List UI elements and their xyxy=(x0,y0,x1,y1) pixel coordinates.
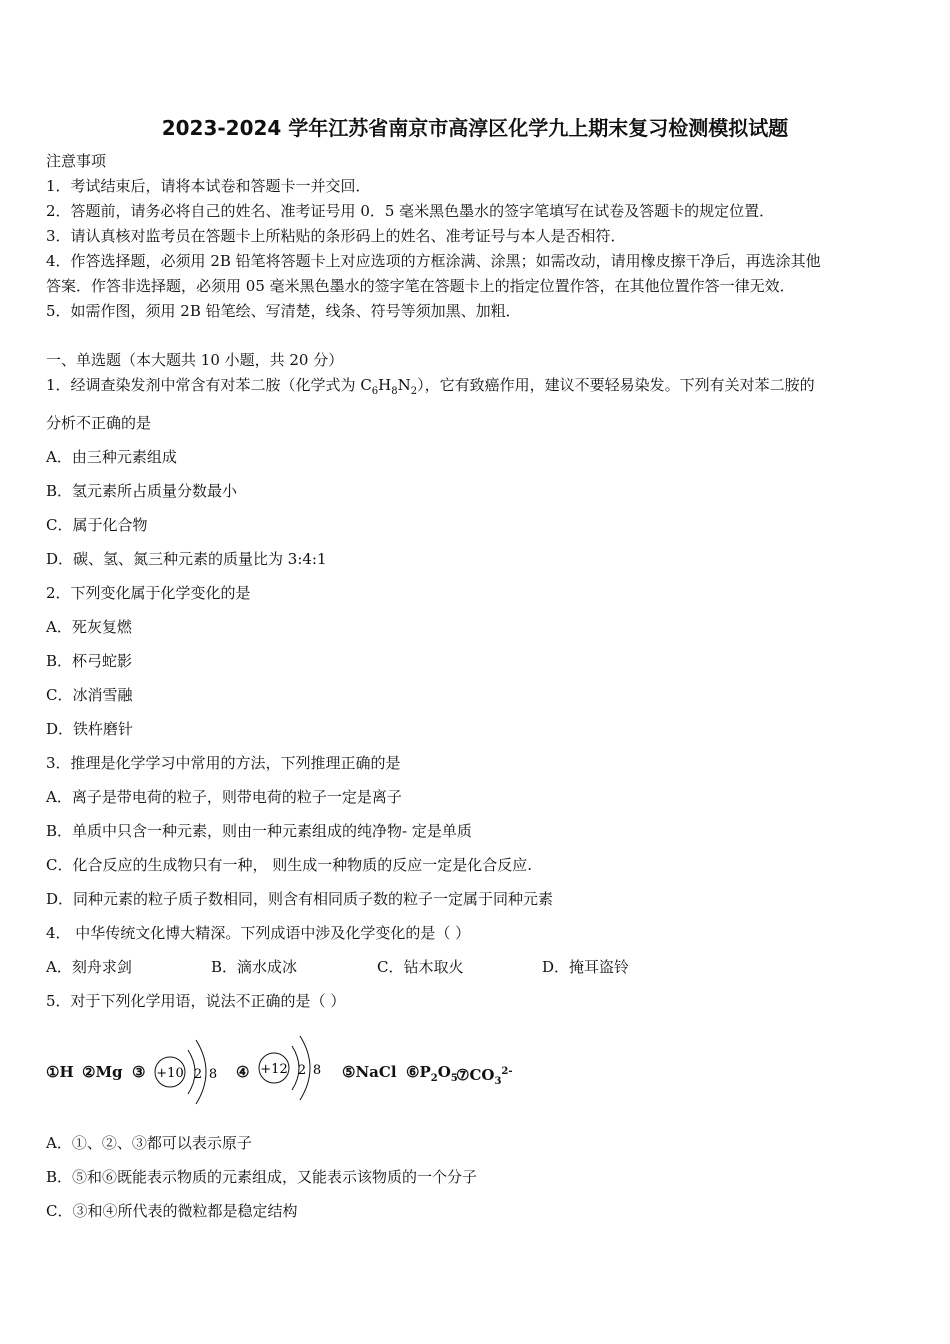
q2-option-b: B．杯弓蛇影 xyxy=(46,652,133,670)
q4-option-c: C．钻木取火 xyxy=(377,958,464,976)
q1-option-d: D．碳、氢、氮三种元素的质量比为 3:4:1 xyxy=(46,550,327,568)
page-title: 2023-2024 学年江苏省南京市高淳区化学九上期末复习检测模拟试题 xyxy=(161,116,789,140)
notice-item-1: 1．考试结束后，请将本试卷和答题卡一并交回． xyxy=(46,177,371,195)
q5-formula-6-o: O xyxy=(437,1063,451,1081)
q1-formula-sub-n: 2 xyxy=(410,386,418,397)
atom-structure-diagram-3 xyxy=(150,1030,230,1114)
q3-option-d: D．同种元素的粒子质子数相同，则含有相同质子数的粒子一定属于同种元素 xyxy=(46,890,554,908)
q1-stem-part2: ），它有致癌作用，建议不要轻易染发。下列有关对苯二胺的 xyxy=(417,376,815,394)
q5-formula-1: ①H xyxy=(46,1063,74,1081)
q4-options xyxy=(46,957,746,977)
q5-formula-6 xyxy=(406,1062,458,1089)
q1-stem-part1: 1．经调查染发剂中常含有对苯二胺（化学式为 C xyxy=(46,376,372,394)
q2-option-a: A．死灰复燃 xyxy=(46,618,132,636)
q5-option-b: B．⑤和⑥既能表示物质的元素组成，又能表示该物质的一个分子 xyxy=(46,1168,478,1186)
q5-formula-6-sub-p: 2 xyxy=(430,1073,438,1084)
q5-option-c: C．③和④所代表的微粒都是稳定结构 xyxy=(46,1202,298,1220)
q5-formula-7-charge: 2- xyxy=(501,1066,513,1077)
q5-formula-7-co: ⑦CO xyxy=(456,1066,495,1084)
q4-option-d: D．掩耳盗铃 xyxy=(542,958,630,976)
q2-stem: 2．下列变化属于化学变化的是 xyxy=(46,584,251,602)
notice-item-4-cont: 答案．作答非选择题，必须用 05 毫米黑色墨水的签字笔在答题卡上的指定位置作答，在其他位置作答一律无效． xyxy=(46,277,795,295)
notice-item-4: 4．作答选择题，必须用 2B 铅笔将答题卡上对应选项的方框涂满、涂黑；如需改动，请用橡皮擦干净后，再选涂其他 xyxy=(46,252,821,270)
q5-formula-row xyxy=(46,1030,566,1114)
shell-2-electrons-4: 8 xyxy=(312,1063,322,1078)
nucleus-charge-4: +12 xyxy=(260,1062,288,1077)
q3-option-c: C．化合反应的生成物只有一种， 则生成一种物质的反应一定是化合反应. xyxy=(46,856,533,874)
notice-item-5: 5．如需作图，须用 2B 铅笔绘、写清楚，线条、符号等须加黑、加粗． xyxy=(46,302,521,320)
q1-formula-sub-c: 6 xyxy=(371,386,379,397)
q1-option-b: B．氢元素所占质量分数最小 xyxy=(46,482,238,500)
q3-option-a: A．离子是带电荷的粒子，则带电荷的粒子一定是离子 xyxy=(46,788,402,806)
q5-formula-6-p: ⑥P xyxy=(406,1063,431,1081)
q1-stem xyxy=(46,375,815,402)
q1-formula-sub-h: 8 xyxy=(391,386,398,397)
shell-1-electrons-3: 2 xyxy=(193,1067,203,1082)
q5-formula-3-label: ③ xyxy=(132,1063,146,1081)
q1-stem-line2: 分析不正确的是 xyxy=(46,414,152,432)
q5-formula-2: ②Mg xyxy=(82,1063,123,1081)
q5-formula-7 xyxy=(456,1062,513,1092)
q1-option-a: A．由三种元素组成 xyxy=(46,448,177,466)
notice-item-2: 2．答题前，请务必将自己的姓名、准考证号用 0．5 毫米黑色墨水的签字笔填写在试卷及答题卡的规定位置． xyxy=(46,202,775,220)
section-heading: 一、单选题（本大题共 10 小题，共 20 分） xyxy=(46,351,344,369)
q5-formula-6-sub-o: 5 xyxy=(450,1073,458,1084)
q3-option-b: B．单质中只含一种元素，则由一种元素组成的纯净物- 定是单质 xyxy=(46,822,472,840)
q2-option-c: C．冰消雪融 xyxy=(46,686,133,704)
q4-stem: 4． 中华传统文化博大精深。下列成语中涉及化学变化的是（ ） xyxy=(46,924,471,942)
atom-structure-diagram-4 xyxy=(254,1030,334,1114)
q5-option-a: A．①、②、③都可以表示原子 xyxy=(46,1134,252,1152)
q3-stem: 3．推理是化学学习中常用的方法，下列推理正确的是 xyxy=(46,754,401,772)
q5-formula-7-sub: 3 xyxy=(494,1076,502,1087)
q5-formula-5: ⑤NaCl xyxy=(342,1063,397,1081)
notice-item-3: 3．请认真核对监考员在答题卡上所粘贴的条形码上的姓名、准考证号与本人是否相符． xyxy=(46,227,626,245)
shell-1-electrons-4: 2 xyxy=(297,1063,307,1078)
q1-formula-h: H xyxy=(378,376,392,394)
shell-2-electrons-3: 8 xyxy=(208,1067,218,1082)
q1-formula-n: N xyxy=(397,376,411,394)
q2-option-d: D．铁杵磨针 xyxy=(46,720,134,738)
q5-formula-4-label: ④ xyxy=(236,1063,250,1081)
q5-stem: 5．对于下列化学用语，说法不正确的是（ ） xyxy=(46,992,346,1010)
q4-option-a: A．刻舟求剑 xyxy=(46,958,132,976)
nucleus-charge-3: +10 xyxy=(156,1066,184,1081)
notice-heading: 注意事项 xyxy=(46,152,107,170)
q1-option-c: C．属于化合物 xyxy=(46,516,148,534)
q4-option-b: B．滴水成冰 xyxy=(211,958,298,976)
